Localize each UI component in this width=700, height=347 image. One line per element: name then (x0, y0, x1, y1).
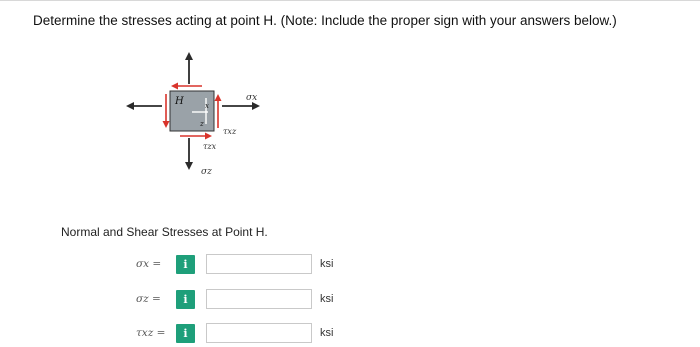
info-icon[interactable]: i (176, 324, 195, 343)
sigma-z-input[interactable] (206, 289, 312, 309)
sigma-z-label: σz (201, 167, 212, 177)
sigma-x-label: σx (246, 93, 258, 103)
question-text: Determine the stresses acting at point H. (Note: Include the proper sign with your answers below.) (33, 13, 617, 28)
info-icon[interactable]: i (176, 290, 195, 309)
z-axis-label: z (200, 120, 204, 128)
sigma-z-symbol: σz = (136, 293, 161, 305)
sigma-x-unit: ksi (320, 258, 334, 270)
tau-zx-label: τzx (203, 142, 217, 151)
stress-element-diagram (120, 46, 280, 186)
answer-row-sigma-x (0, 254, 700, 278)
info-icon[interactable]: i (176, 255, 195, 274)
stress-element-svg (120, 46, 280, 186)
answer-row-tau-xz (0, 323, 700, 347)
tau-xz-symbol: τxz = (136, 327, 166, 339)
section-title: Normal and Shear Stresses at Point H. (61, 225, 268, 239)
sigma-z-unit: ksi (320, 293, 334, 305)
tau-xz-input[interactable] (206, 323, 312, 343)
tau-xz-unit: ksi (320, 327, 334, 339)
sigma-x-input[interactable] (206, 254, 312, 274)
sigma-x-symbol: σx = (136, 258, 162, 270)
tau-xz-label: τxz (223, 127, 237, 136)
point-label: H (175, 96, 184, 107)
x-axis-label: x (205, 102, 209, 110)
answer-row-sigma-z (0, 289, 700, 313)
